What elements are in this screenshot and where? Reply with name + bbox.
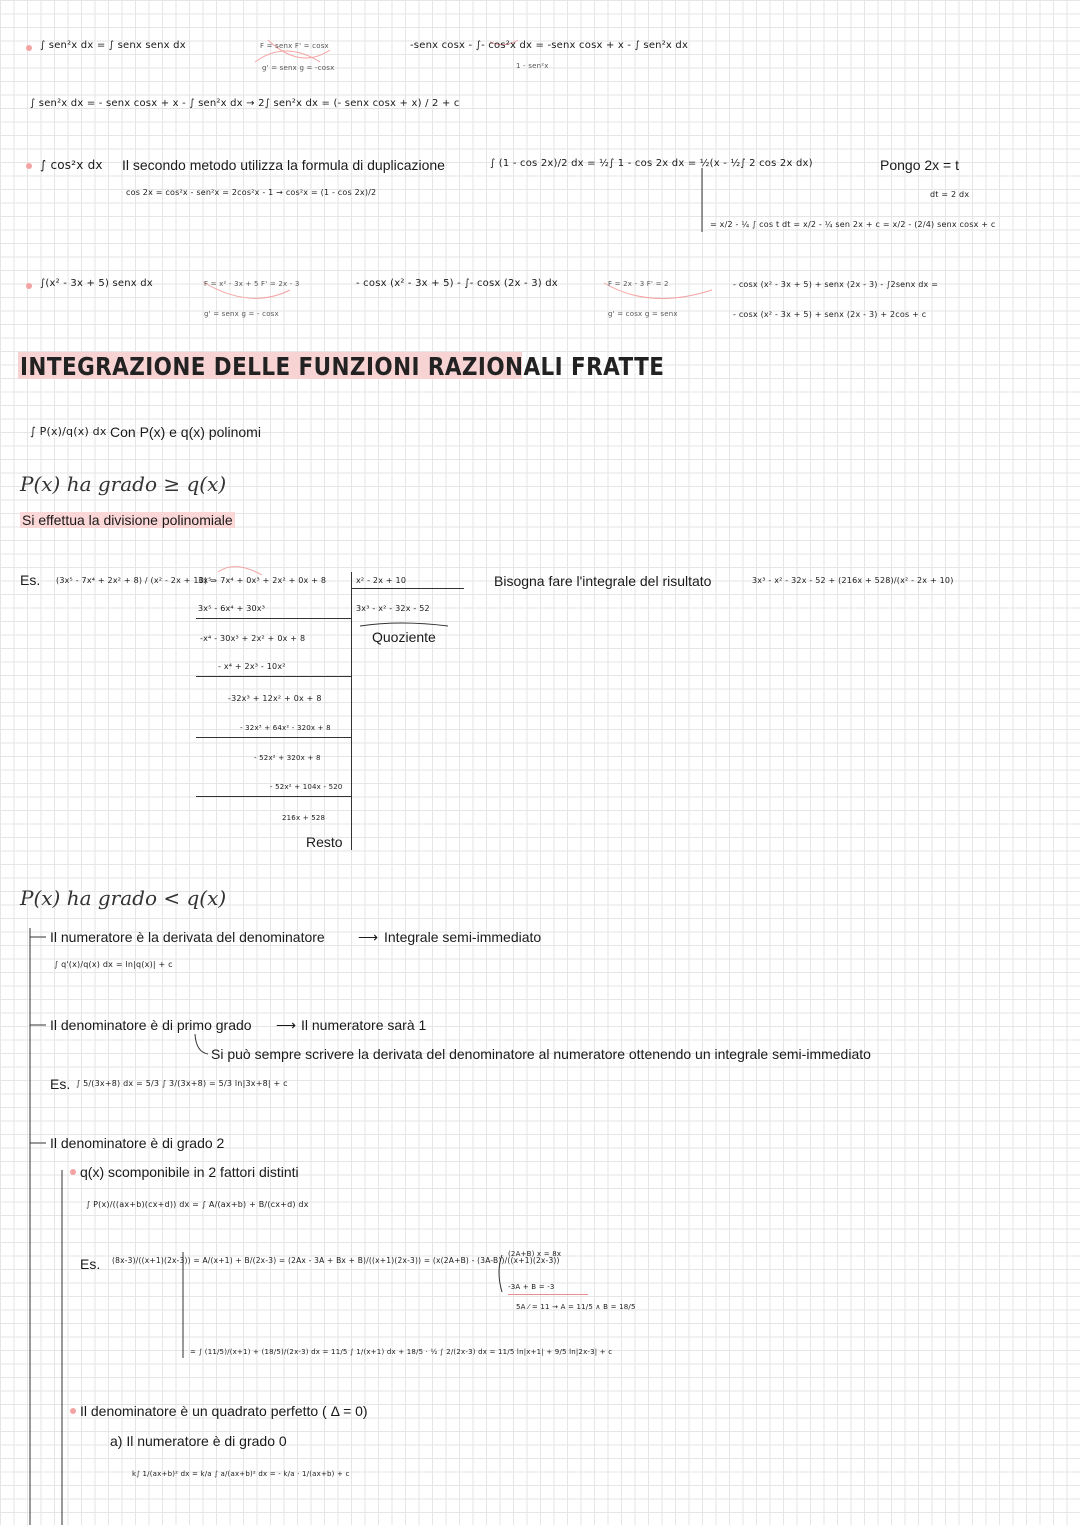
- division-vertical-rule: [351, 572, 352, 850]
- division-rule: [196, 676, 352, 677]
- divisor-rule: [352, 588, 464, 589]
- result-integral-formula: 3x³ - x² - 32x - 52 + (216x + 528)/(x² - 2x + 10): [752, 576, 954, 585]
- remainder-label: Resto: [306, 834, 343, 850]
- division-rule: [196, 737, 352, 738]
- sen2-parts-result: -senx cosx - ∫- cos²x dx = -senx cosx + x - ∫ sen²x dx: [410, 40, 689, 51]
- partial-fractions-integral: = ∫ (11/5)/(x+1) + (18/5)/(2x-3) dx = 11/5 ∫ 1/(x+1) dx + 18/5 · ½ ∫ 2/(2x-3) dx = 11/5 ln|x+1| + 9/5 ln|2x-3| + c: [190, 1348, 613, 1356]
- cos2-integral-head: ∫ cos²x dx: [40, 158, 103, 172]
- division-example: (3x⁵ - 7x⁴ + 2x² + 8) / (x² - 2x + 10) =: [56, 576, 217, 585]
- example-label: Es.: [20, 572, 41, 588]
- sen2-integral-line: ∫ sen²x dx = ∫ senx senx dx: [40, 40, 186, 51]
- identity-note: 1 - sen²x: [516, 62, 549, 70]
- division-row-8: - 52x² + 104x - 520: [270, 783, 343, 791]
- arrow-2: ⟶: [276, 1017, 297, 1033]
- poly-sen-step: - cosx (x² - 3x + 5) - ∫- cosx (2x - 3) dx: [356, 278, 558, 289]
- division-row-5: -32x³ + 12x² + 0x + 8: [228, 694, 322, 703]
- case-degree-lt-heading: P(x) ha grado < q(x): [20, 886, 227, 910]
- branch-first-degree-text: Il denominatore è di primo grado: [50, 1017, 252, 1033]
- division-row-6: - 32x³ + 64x² - 320x + 8: [240, 724, 331, 732]
- poly-sen-result-2: - cosx (x² - 3x + 5) + senx (2x - 3) + 2cos + c: [733, 310, 927, 319]
- system-solution: 5A ⁄ = 11 → A = 11/5 ∧ B = 18/5: [516, 1303, 636, 1311]
- division-row-1: 3x⁵ - 7x⁴ + 0x³ + 2x² + 0x + 8: [198, 576, 327, 585]
- poly-sen-integral-head: ∫(x² - 3x + 5) senx dx: [40, 278, 153, 289]
- parts-gp-note-2: g' = senx g = - cosx: [204, 310, 279, 318]
- branch-first-degree-note: Si può sempre scrivere la derivata del denominatore al numeratore ottenendo un integrale semi-immediato: [211, 1046, 871, 1062]
- parts-fg-note-3: F = 2x - 3 F' = 2: [608, 280, 669, 288]
- parts-fg-note-2: F = x² - 3x + 5 F' = 2x - 3: [204, 280, 300, 288]
- bullet-dot: [70, 1408, 76, 1414]
- parts-gp-note-3: g' = cosx g = senx: [608, 310, 678, 318]
- branch-derivative-result: Integrale semi-immediato: [384, 929, 542, 945]
- perfect-square-text: Il denominatore è un quadrato perfetto ( Δ = 0): [80, 1403, 368, 1419]
- degree-zero-text: a) Il numeratore è di grado 0: [110, 1433, 287, 1449]
- perfect-square-formula: k∫ 1/(ax+b)² dx = k/a ∫ a/(ax+b)² dx = - k/a · 1/(ax+b) + c: [132, 1470, 350, 1478]
- polynomial-note: Con P(x) e q(x) polinomi: [110, 424, 261, 440]
- division-remainder: 216x + 528: [282, 814, 326, 822]
- branch-second-degree-text: Il denominatore è di grado 2: [50, 1135, 225, 1151]
- division-row-3: -x⁴ - 30x³ + 2x² + 0x + 8: [200, 634, 306, 643]
- rational-integral: ∫ P(x)/q(x) dx: [30, 425, 107, 438]
- divisor: x² - 2x + 10: [356, 576, 407, 585]
- poly-sen-result-1: - cosx (x² - 3x + 5) + senx (2x - 3) - ∫2senx dx =: [733, 280, 939, 289]
- arrow-1: ⟶: [358, 929, 379, 945]
- first-degree-example: ∫ 5/(3x+8) dx = 5/3 ∫ 3/(3x+8) = 5/3 ln|3x+8| + c: [76, 1079, 288, 1088]
- sen2-final-line: ∫ sen²x dx = - senx cosx + x - ∫ sen²x dx → 2∫ sen²x dx = (- senx cosx + x) / 2 + c: [30, 98, 460, 109]
- log-formula: ∫ q'(x)/q(x) dx = ln|q(x)| + c: [54, 960, 173, 969]
- quotient-poly: 3x³ - x² - 32x - 52: [356, 604, 430, 613]
- division-text: Si effettua la divisione polinomiale: [22, 512, 233, 528]
- example-label-2: Es.: [50, 1076, 71, 1092]
- quotient-label: Quoziente: [372, 629, 436, 645]
- distinct-factors-text: q(x) scomponibile in 2 fattori distinti: [80, 1164, 299, 1180]
- substitution-note: Pongo 2x = t: [880, 157, 960, 173]
- branch-first-degree-result: Il numeratore sarà 1: [301, 1017, 427, 1033]
- division-rule: [196, 796, 352, 797]
- cos2-result: = x/2 - ¼ ∫ cos t dt = x/2 - ¼ sen 2x + c = x/2 - (2/4) senx cosx + c: [710, 220, 996, 229]
- parts-fg-note: F = senx F' = cosx: [260, 42, 329, 50]
- system-eq-1: (2A+B) x = 8x: [508, 1250, 562, 1258]
- case-degree-ge-heading: P(x) ha grado ≥ q(x): [20, 472, 227, 496]
- partial-fractions-example: (8x-3)/((x+1)(2x-3)) = A/(x+1) + B/(2x-3) = (2Ax - 3A + Bx + B)/((x+1)(2x-3)) = (x(2A+B) - (3A-B))/((x+1)(2x-3)): [112, 1256, 560, 1265]
- bullet-dot: [26, 45, 32, 51]
- bullet-dot: [26, 163, 32, 169]
- system-eq-2: -3A + B = -3: [508, 1283, 555, 1291]
- result-integral-text: Bisogna fare l'integrale del risultato: [494, 573, 712, 589]
- parts-gp-note: g' = senx g = -cosx: [262, 64, 335, 72]
- cos2-formula: ∫ (1 - cos 2x)/2 dx = ½∫ 1 - cos 2x dx = ½(x - ½∫ 2 cos 2x dx): [490, 158, 813, 169]
- division-row-4: - x⁴ + 2x³ - 10x²: [218, 662, 286, 671]
- partial-fractions-formula: ∫ P(x)/((ax+b)(cx+d)) dx = ∫ A/(ax+b) + B/(cx+d) dx: [86, 1200, 309, 1209]
- example-label-3: Es.: [80, 1256, 101, 1272]
- division-row-2: 3x⁵ - 6x⁴ + 30x³: [198, 604, 266, 613]
- system-rule: [508, 1294, 588, 1295]
- division-rule: [196, 618, 352, 619]
- duplication-formula: cos 2x = cos²x - sen²x = 2cos²x - 1 → cos²x = (1 - cos 2x)/2: [126, 188, 377, 197]
- dt-note: dt = 2 dx: [930, 190, 970, 199]
- division-row-7: - 52x² + 320x + 8: [254, 754, 321, 762]
- bullet-dot: [26, 283, 32, 289]
- branch-derivative-text: Il numeratore è la derivata del denominatore: [50, 929, 325, 945]
- bullet-dot: [70, 1169, 76, 1175]
- page-title: INTEGRAZIONE DELLE FUNZIONI RAZIONALI FRATTE: [20, 352, 665, 381]
- duplication-text: Il secondo metodo utilizza la formula di duplicazione: [122, 157, 445, 173]
